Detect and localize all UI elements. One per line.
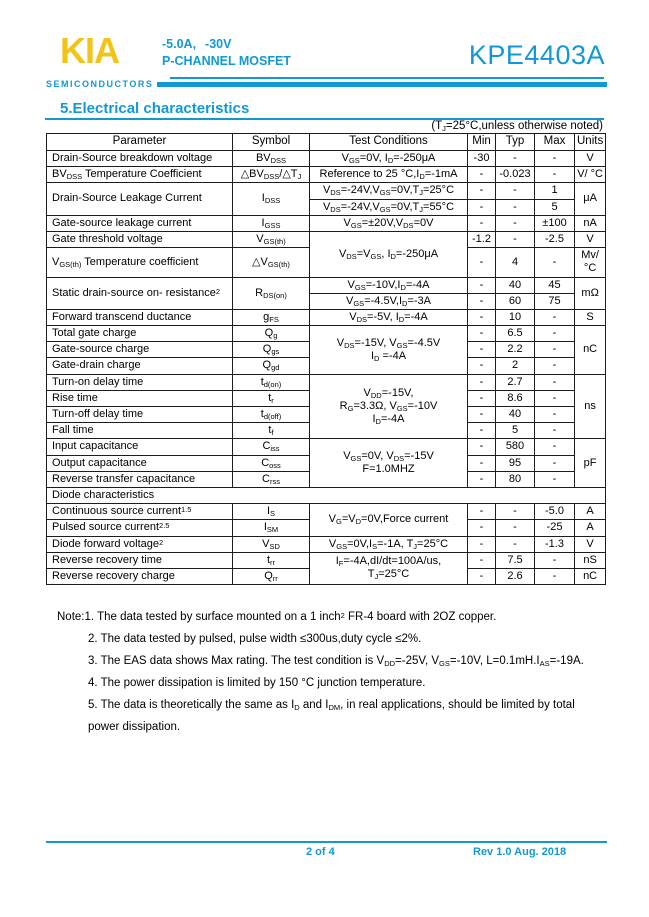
param-cell: Reverse recovery time [47,552,233,568]
kia-logo: KIA [60,30,119,71]
units-cell: V/ °C [575,167,606,183]
cond-cell: $V_{DS}=-24V,V_{GS}=0V,T_J=55^\circ C$ [310,199,468,215]
revision-label: Rev 1.0 Aug. 2018 [473,846,567,858]
symbol-cell: $I_{SM}$ [233,520,310,536]
min-cell: - [468,309,496,325]
symbol-cell: $t_r$ [233,390,310,406]
param-cell: Output capacitance [47,455,233,471]
param-cell: Gate threshold voltage [47,231,233,247]
min-cell: - [468,552,496,568]
param-cell: Fall time [47,423,233,439]
max-cell: -5.0 [535,504,575,520]
max-cell: - [535,390,575,406]
param-cell: Diode forward voltage$^2$ [47,536,233,552]
table-row [47,536,606,552]
max-cell: - [535,407,575,423]
symbol-cell: $BV_{DSS}$ [233,151,310,167]
max-cell: -1.3 [535,536,575,552]
max-cell: - [535,439,575,455]
typ-cell: - [496,199,535,215]
table-row [47,504,606,520]
table-row [47,231,606,247]
symbol-cell: $Q_g$ [233,326,310,342]
cond-cell: Reference to 25 $^\circ C,I_D=-1mA$ [310,167,468,183]
rating-voltage: -30V [205,37,232,51]
footer-rule [46,841,607,843]
param-cell: Continuous source current$^{1.5}$ [47,504,233,520]
typ-cell: -0.023 [496,167,535,183]
table-row [47,277,606,293]
section-label-cell: Diode characteristics [47,487,606,503]
min-cell: - [468,248,496,277]
part-number: KPE4403A [468,40,605,70]
typ-cell: 2 [496,358,535,374]
typ-cell: - [496,183,535,199]
table-row [47,183,606,199]
table-row [47,439,606,455]
max-cell: - [535,552,575,568]
table-row [47,374,606,390]
min-cell: - [468,374,496,390]
min-cell: - [468,520,496,536]
max-cell: ±100 [535,215,575,231]
symbol-cell: $Q_{gs}$ [233,342,310,358]
typ-cell: 8.6 [496,390,535,406]
condition-note: ($T_J=25^\circ C,unless$ otherwise noted) [431,120,603,133]
table-row [47,151,606,167]
typ-cell: - [496,151,535,167]
cond-cell: $V_{DD}=-15V$, $R_G=3.3\Omega$, $V_{GS}=-10V$ $I_D=-4A$ [310,374,468,439]
typ-cell: - [496,504,535,520]
column-header-parameter: Parameter [47,134,233,151]
section-title: 5.Electrical characteristics [60,100,250,117]
typ-cell: 40 [496,407,535,423]
symbol-cell: $Q_{rr}$ [233,568,310,584]
units-cell: S [575,309,606,325]
param-cell: Static drain-source on- resistance$^2$ [47,277,233,309]
symbol-cell: $t_{d(off)}$ [233,407,310,423]
param-cell: Turn-off delay time [47,407,233,423]
typ-cell: 2.6 [496,568,535,584]
symbol-cell: $t_{d(on)}$ [233,374,310,390]
param-cell: Input capacitance [47,439,233,455]
max-cell: - [535,358,575,374]
min-cell: - [468,293,496,309]
max-cell: - [535,423,575,439]
column-header-test-conditions: Test Conditions [310,134,468,151]
column-header-typ: Typ [496,134,535,151]
table-row [47,552,606,568]
units-cell: nC [575,326,606,375]
device-rating [162,36,291,70]
typ-cell: 4 [496,248,535,277]
symbol-cell: $V_{SD}$ [233,536,310,552]
max-cell: - [535,309,575,325]
param-cell: Rise time [47,390,233,406]
min-cell: - [468,342,496,358]
min-cell: - [468,407,496,423]
min-cell: - [468,199,496,215]
symbol-cell: $I_{DSS}$ [233,183,310,215]
header-rule-thick [157,82,607,87]
max-cell: - [535,471,575,487]
typ-cell: - [496,520,535,536]
max-cell: -2.5 [535,231,575,247]
max-cell: 75 [535,293,575,309]
logo-subtitle: SEMICONDUCTORS [46,79,154,89]
max-cell: - [535,248,575,277]
max-cell: 1 [535,183,575,199]
param-cell: Gate-source charge [47,342,233,358]
symbol-cell: $I_S$ [233,504,310,520]
min-cell: - [468,439,496,455]
symbol-cell: $t_f$ [233,423,310,439]
min-cell: - [468,326,496,342]
min-cell: - [468,215,496,231]
symbol-cell: $C_{iss}$ [233,439,310,455]
symbol-cell: $t_{rr}$ [233,552,310,568]
product-type: P-CHANNEL MOSFET [162,54,291,68]
max-cell: - [535,374,575,390]
column-header-min: Min [468,134,496,151]
max-cell: - [535,568,575,584]
units-cell: V [575,151,606,167]
param-cell: Reverse transfer capacitance [47,471,233,487]
max-cell: - [535,342,575,358]
typ-cell: 40 [496,277,535,293]
max-cell: - [535,455,575,471]
param-cell: Gate-source leakage current [47,215,233,231]
units-cell: Mv/°C [575,248,606,277]
min-cell: - [468,471,496,487]
page-number: 2 of 4 [306,846,335,858]
symbol-cell: $R_{DS(on)}$ [233,277,310,309]
param-cell: Drain-Source Leakage Current [47,183,233,215]
min-cell: - [468,390,496,406]
min-cell: -30 [468,151,496,167]
param-cell: Total gate charge [47,326,233,342]
typ-cell: - [496,215,535,231]
typ-cell: - [496,536,535,552]
symbol-cell: $I_{GSS}$ [233,215,310,231]
min-cell: - [468,536,496,552]
param-cell: Drain-Source breakdown voltage [47,151,233,167]
typ-cell: 2.2 [496,342,535,358]
typ-cell: - [496,231,535,247]
typ-cell: 80 [496,471,535,487]
notes-block [57,606,609,738]
note-line-5: 5. The data is theoretically the same as $I_D$ and $I_{DM}$, in real applications, should be limited by total power dissipation. [88,699,575,733]
typ-cell: 6.5 [496,326,535,342]
symbol-cell: $Q_{gd}$ [233,358,310,374]
units-cell: A [575,520,606,536]
typ-cell: 5 [496,423,535,439]
param-cell: Gate-drain charge [47,358,233,374]
param-cell: Reverse recovery charge [47,568,233,584]
symbol-cell: $V_{GS(th)}$ [233,231,310,247]
typ-cell: 60 [496,293,535,309]
table-row [47,215,606,231]
note-line-3: 3. The EAS data shows Max rating. The test condition is $V_{DD}=-25V$, $V_{GS}=-10V$, $L=0.1mH.I_{AS}=-19A$. [88,655,584,668]
min-cell: -1.2 [468,231,496,247]
units-cell: mΩ [575,277,606,309]
table-row [47,309,606,325]
units-cell: ns [575,374,606,439]
param-cell: Forward transcend ductance [47,309,233,325]
units-cell: nC [575,568,606,584]
cond-cell: $V_{GS}=0V$, $V_{DS}=-15V$ F=1.0MHZ [310,439,468,488]
units-cell: μA [575,183,606,215]
min-cell: - [468,568,496,584]
min-cell: - [468,167,496,183]
units-cell: V [575,231,606,247]
param-cell: $BV_{DSS}$ Temperature Coefficient [47,167,233,183]
cond-cell: $V_{GS}=-10V,I_D=-4A$ [310,277,468,293]
cond-cell: $V_{DS}=-24V,V_{GS}=0V,T_J=25^\circ C$ [310,183,468,199]
symbol-cell: $\triangle V_{GS(th)}$ [233,248,310,277]
units-cell: pF [575,439,606,488]
cond-cell: $V_{GS}=0V$, $I_D=-250\mu A$ [310,151,468,167]
electrical-characteristics-table [46,133,606,585]
cond-cell: $V_{GS}=0V,I_S=-1A$, $T_J=25^\circ C$ [310,536,468,552]
cond-cell: $V_{GS}=-4.5V,I_D=-3A$ [310,293,468,309]
cond-cell: $I_F=-4A,dI/dt=100A/us$, $T_J=25^\circ C$ [310,552,468,584]
min-cell: - [468,183,496,199]
symbol-cell: $C_{rss}$ [233,471,310,487]
min-cell: - [468,504,496,520]
max-cell: - [535,167,575,183]
cond-cell: $V_G=V_D=0V,Force$ current [310,504,468,536]
units-cell: V [575,536,606,552]
column-header-symbol: Symbol [233,134,310,151]
max-cell: - [535,326,575,342]
typ-cell: 580 [496,439,535,455]
max-cell: 45 [535,277,575,293]
min-cell: - [468,277,496,293]
max-cell: 5 [535,199,575,215]
cond-cell: $V_{DS}=-15V$, $V_{GS}=-4.5V$ $I_D =-4A$ [310,326,468,375]
cond-cell: $V_{DS}=V_{GS}$, $I_D=-250\mu A$ [310,231,468,277]
column-header-units: Units [575,134,606,151]
table-section-row [47,487,606,503]
table-header-row [47,134,606,151]
typ-cell: 95 [496,455,535,471]
typ-cell: 10 [496,309,535,325]
units-cell: A [575,504,606,520]
typ-cell: 7.5 [496,552,535,568]
param-cell: $V_{GS(th)}$ Temperature coefficient [47,248,233,277]
note-line-4: 4. The power dissipation is limited by 150 °C junction temperature. [88,677,426,689]
cond-cell: $V_{DS}=-5V$, $I_D=-4A$ [310,309,468,325]
typ-cell: 2.7 [496,374,535,390]
symbol-cell: $g_{FS}$ [233,309,310,325]
min-cell: - [468,423,496,439]
rating-current: -5.0A, [162,37,197,51]
header-rule-thin [170,77,604,79]
table-row [47,167,606,183]
max-cell: - [535,151,575,167]
units-cell: nA [575,215,606,231]
symbol-cell: $C_{oss}$ [233,455,310,471]
param-cell: Turn-on delay time [47,374,233,390]
note-line-2: 2. The data tested by pulsed, pulse width ≤300us,duty cycle ≤2%. [88,633,422,645]
units-cell: nS [575,552,606,568]
min-cell: - [468,358,496,374]
table-row [47,326,606,342]
symbol-cell: $\triangle BV_{DSS}/\triangle T_J$ [233,167,310,183]
column-header-max: Max [535,134,575,151]
note-line-1: Note:1. The data tested by surface mounted on a 1 inch$^2$ FR-4 board with 2OZ copper. [57,611,497,623]
min-cell: - [468,455,496,471]
max-cell: -25 [535,520,575,536]
cond-cell: $V_{GS}=\pm 20V,V_{DS}=0V$ [310,215,468,231]
param-cell: Pulsed source current$^{2.5}$ [47,520,233,536]
